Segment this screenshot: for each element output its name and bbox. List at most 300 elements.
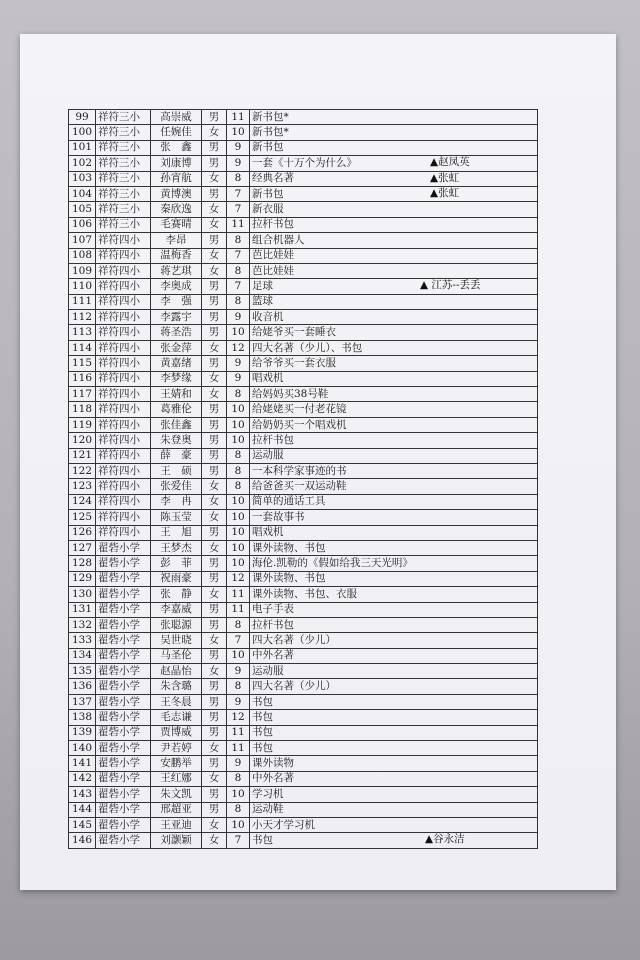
wish-item-text: 经典名著 [252,172,294,185]
student-name-text: 秦欣逸 [160,203,192,216]
school-name-text: 祥符三小 [98,141,140,154]
wish-item-text: 一套《十万个为什么》 [252,156,357,169]
school-name [96,648,151,663]
row-number-text: 124 [71,495,93,508]
student-sex [202,433,227,448]
student-name-text: 李嘉威 [160,603,192,616]
school-name-text: 祥符四小 [98,295,140,308]
student-name [151,417,202,432]
student-age [227,525,250,540]
student-name-text: 李昂 [165,233,187,246]
table-row [69,571,538,586]
wish-item [250,356,538,371]
student-name [151,217,202,232]
school-name [96,694,151,709]
wish-item [250,156,538,171]
student-sex [202,556,227,571]
student-sex [202,587,227,602]
wish-item-text: 收音机 [252,310,284,323]
wish-item-text: 简单的通话工具 [252,495,326,508]
donor-mark: ▲ 江苏--丢丢 [420,279,481,292]
student-sex [202,125,227,140]
student-sex [202,787,227,802]
row-number [69,202,96,217]
row-number [69,279,96,294]
row-number-text: 140 [71,741,93,754]
wish-item-text: 新书包 [252,141,284,154]
student-sex [202,633,227,648]
student-age [227,294,250,309]
table-row [69,248,538,263]
row-number-text: 104 [71,187,93,200]
row-number [69,771,96,786]
row-number-text: 131 [71,603,93,616]
school-name-text: 翟砦小学 [98,803,140,816]
student-age-text: 10 [231,541,245,554]
student-sex-text: 男 [208,464,220,477]
row-number-text: 129 [71,572,93,585]
row-number-text: 120 [71,433,93,446]
student-age [227,387,250,402]
wish-item-text: 四大名著（少儿） [252,633,336,646]
student-age [227,725,250,740]
student-name-text: 张金萍 [160,341,192,354]
row-number-text: 132 [71,618,93,631]
wish-item [250,817,538,832]
table-row [69,771,538,786]
wish-item-text: 拉杆书包 [252,433,294,446]
school-name-text: 翟砦小学 [98,680,140,693]
table-row [69,525,538,540]
row-number [69,217,96,232]
student-age [227,587,250,602]
table-row [69,694,538,709]
student-age-text: 8 [234,449,242,462]
wish-item-text: 一套故事书 [252,510,305,523]
wish-item-text: 唱戏机 [252,526,284,539]
student-age [227,310,250,325]
donor-mark: ▲赵凤英 [430,156,470,169]
student-age [227,479,250,494]
student-sex [202,802,227,817]
student-age-text: 8 [234,772,242,785]
school-name [96,387,151,402]
paper-sheet [20,34,616,890]
student-sex-text: 男 [208,726,220,739]
student-sex-text: 男 [208,141,220,154]
wish-item [250,679,538,694]
school-name-text: 祥符四小 [98,403,140,416]
student-age [227,494,250,509]
student-age [227,417,250,432]
student-name-text: 蒋圣浩 [160,326,192,339]
wish-item [250,540,538,555]
wish-item-text: 足球 [252,279,273,292]
student-age-text: 12 [231,710,245,723]
student-sex [202,510,227,525]
school-name-text: 祥符四小 [98,264,140,277]
row-number [69,540,96,555]
row-number-text: 111 [71,295,93,308]
student-name-text: 葛雅伦 [160,403,192,416]
table-row [69,433,538,448]
student-age [227,787,250,802]
wish-item [250,233,538,248]
student-name [151,833,202,848]
school-name [96,140,151,155]
school-name-text: 翟砦小学 [98,633,140,646]
student-age [227,186,250,201]
row-number-text: 122 [71,464,93,477]
row-number [69,463,96,478]
student-name [151,233,202,248]
student-age [227,448,250,463]
school-name-text: 翟砦小学 [98,695,140,708]
row-number [69,325,96,340]
wish-item-text: 课外读物、书包、衣服 [252,587,357,600]
wish-item-text: 给爸爸买一双运动鞋 [252,480,347,493]
student-name [151,602,202,617]
student-name-text: 王婧和 [160,387,192,400]
student-sex-text: 男 [208,110,220,123]
student-name [151,263,202,278]
wish-item [250,510,538,525]
wish-item [250,725,538,740]
school-name-text: 翟砦小学 [98,787,140,800]
table-row [69,510,538,525]
row-number-text: 128 [71,557,93,570]
wish-item-text: 课外读物、书包 [252,541,326,554]
school-name-text: 祥符四小 [98,464,140,477]
school-name-text: 祥符三小 [98,156,140,169]
student-age-text: 8 [234,387,242,400]
school-name [96,448,151,463]
wish-item [250,217,538,232]
school-name-text: 祥符四小 [98,418,140,431]
school-name-text: 祥符四小 [98,526,140,539]
row-number [69,694,96,709]
table-row [69,279,538,294]
school-name [96,217,151,232]
school-name [96,125,151,140]
wish-item-text: 学习机 [252,787,284,800]
school-name-text: 祥符四小 [98,356,140,369]
school-name [96,479,151,494]
school-name [96,202,151,217]
student-sex [202,694,227,709]
table-row [69,186,538,201]
student-sex [202,494,227,509]
table-row [69,756,538,771]
row-number [69,110,96,125]
table-row [69,325,538,340]
school-name-text: 翟砦小学 [98,603,140,616]
wish-item-text: 新书包* [252,110,289,123]
wish-item [250,479,538,494]
student-age-text: 10 [231,787,245,800]
wish-item [250,402,538,417]
student-name-text: 任婉佳 [160,126,192,139]
school-name [96,463,151,478]
student-age-text: 7 [234,249,242,262]
student-age-text: 10 [231,418,245,431]
table-row [69,494,538,509]
table-row [69,741,538,756]
student-sex-text: 男 [208,572,220,585]
student-sex-text: 男 [208,418,220,431]
student-sex-text: 女 [208,834,220,847]
row-number-text: 118 [71,403,93,416]
student-name-text: 吴世晓 [160,633,192,646]
school-name [96,817,151,832]
student-sex [202,217,227,232]
school-name [96,263,151,278]
table-row [69,540,538,555]
student-name-text: 张 静 [160,587,192,600]
table-row [69,602,538,617]
row-number [69,633,96,648]
wish-item-text: 书包 [252,710,273,723]
wish-item [250,587,538,602]
student-age-text: 7 [234,187,242,200]
row-number-text: 103 [71,172,93,185]
student-age [227,356,250,371]
row-number [69,263,96,278]
row-number [69,617,96,632]
row-number-text: 123 [71,480,93,493]
wish-item-text: 新衣服 [252,203,284,216]
school-name [96,248,151,263]
student-sex-text: 女 [208,818,220,831]
row-number [69,664,96,679]
student-name-text: 温梅香 [160,249,192,262]
wish-item [250,463,538,478]
student-age [227,694,250,709]
student-age-text: 9 [234,757,242,770]
student-age-text: 8 [234,680,242,693]
student-name [151,510,202,525]
wish-item [250,602,538,617]
student-age-text: 9 [234,356,242,369]
table-body [69,110,538,849]
row-number [69,833,96,848]
school-name-text: 翟砦小学 [98,572,140,585]
table-row [69,664,538,679]
row-number [69,756,96,771]
row-number [69,125,96,140]
student-sex [202,325,227,340]
student-sex-text: 女 [208,587,220,600]
student-age-text: 9 [234,141,242,154]
table-row [69,202,538,217]
student-name-text: 朱含璐 [160,680,192,693]
student-name-text: 李 冉 [160,495,192,508]
student-sex [202,402,227,417]
student-sex [202,540,227,555]
school-name-text: 祥符四小 [98,372,140,385]
wish-item [250,494,538,509]
student-name [151,633,202,648]
wish-item [250,648,538,663]
student-age-text: 10 [231,495,245,508]
school-name [96,556,151,571]
student-sex-text: 男 [208,526,220,539]
student-name [151,617,202,632]
wish-item [250,771,538,786]
wish-item [250,325,538,340]
school-name-text: 翟砦小学 [98,726,140,739]
wish-item [250,202,538,217]
student-sex [202,387,227,402]
student-age-text: 9 [234,156,242,169]
table-row [69,648,538,663]
wish-item-text: 一本科学家事迹的书 [252,464,347,477]
student-age [227,648,250,663]
student-name-text: 张爱佳 [160,480,192,493]
student-sex-text: 男 [208,680,220,693]
student-sex-text: 女 [208,495,220,508]
student-name-text: 毛赛晴 [160,218,192,231]
wish-item-text: 芭比娃娃 [252,249,294,262]
student-age-text: 9 [234,664,242,677]
student-sex-text: 女 [208,541,220,554]
row-number-text: 141 [71,757,93,770]
student-age [227,664,250,679]
student-sex [202,463,227,478]
row-number-text: 107 [71,233,93,246]
student-name [151,664,202,679]
table-row [69,125,538,140]
wish-item-text: 新书包 [252,187,284,200]
school-name-text: 祥符三小 [98,187,140,200]
wish-item-text: 篮球 [252,295,273,308]
student-age [227,510,250,525]
student-name-text: 薛 豪 [160,449,192,462]
school-name-text: 祥符四小 [98,326,140,339]
row-number-text: 130 [71,587,93,600]
table-row [69,679,538,694]
student-age-text: 11 [231,726,245,739]
student-sex-text: 男 [208,757,220,770]
table-row [69,417,538,432]
student-sex [202,279,227,294]
student-age [227,571,250,586]
row-number [69,248,96,263]
wish-item [250,664,538,679]
wish-item-text: 给奶奶买一个唱戏机 [252,418,347,431]
row-number [69,387,96,402]
student-name [151,202,202,217]
student-name-text: 高崇威 [160,110,192,123]
school-name [96,494,151,509]
row-number [69,417,96,432]
student-sex-text: 男 [208,326,220,339]
table-row [69,802,538,817]
student-sex-text: 男 [208,449,220,462]
wish-item-text: 电子手表 [252,603,294,616]
student-age-text: 8 [234,803,242,816]
student-age [227,248,250,263]
student-sex-text: 女 [208,480,220,493]
school-name-text: 祥符三小 [98,126,140,139]
student-age [227,217,250,232]
row-number-text: 101 [71,141,93,154]
student-age-text: 8 [234,295,242,308]
wish-item [250,310,538,325]
wish-item [250,633,538,648]
wish-item [250,756,538,771]
wish-item-text: 拉杆书包 [252,218,294,231]
school-name-text: 祥符四小 [98,249,140,262]
student-age-text: 12 [231,341,245,354]
student-name-text: 张 鑫 [160,141,192,154]
school-name [96,186,151,201]
student-age [227,371,250,386]
student-age [227,171,250,186]
student-name [151,387,202,402]
row-number-text: 100 [71,126,93,139]
wish-item-text: 给爷爷买一套衣服 [252,356,336,369]
wish-item [250,571,538,586]
row-number-text: 121 [71,449,93,462]
row-number [69,741,96,756]
school-name [96,771,151,786]
table-row [69,725,538,740]
student-sex-text: 男 [208,295,220,308]
student-name-text: 黄博澳 [160,187,192,200]
row-number [69,602,96,617]
school-name-text: 祥符四小 [98,279,140,292]
school-name-text: 翟砦小学 [98,557,140,570]
student-sex [202,833,227,848]
student-name [151,310,202,325]
row-number-text: 144 [71,803,93,816]
row-number-text: 119 [71,418,93,431]
school-name-text: 祥符四小 [98,233,140,246]
student-age [227,125,250,140]
student-age-text: 10 [231,403,245,416]
wish-item-text: 中外名著 [252,649,294,662]
student-sex [202,202,227,217]
student-age [227,402,250,417]
school-name [96,233,151,248]
school-name-text: 祥符四小 [98,495,140,508]
student-age [227,279,250,294]
student-name-text: 刘灏颖 [160,834,192,847]
student-age [227,679,250,694]
row-number [69,448,96,463]
wish-item [250,340,538,355]
wish-item-text: 芭比娃娃 [252,264,294,277]
student-age-text: 10 [231,818,245,831]
student-name [151,679,202,694]
school-name-text: 翟砦小学 [98,834,140,847]
student-name-text: 王冬晨 [160,695,192,708]
row-number-text: 117 [71,387,93,400]
student-name [151,110,202,125]
donor-mark: ▲张虹 [430,171,460,184]
row-number-text: 106 [71,218,93,231]
student-sex [202,817,227,832]
student-sex [202,664,227,679]
row-number-text: 133 [71,633,93,646]
student-sex-text: 女 [208,249,220,262]
wish-item [250,556,538,571]
school-name-text: 翟砦小学 [98,649,140,662]
school-name [96,294,151,309]
wish-item [250,694,538,709]
student-age-text: 10 [231,649,245,662]
